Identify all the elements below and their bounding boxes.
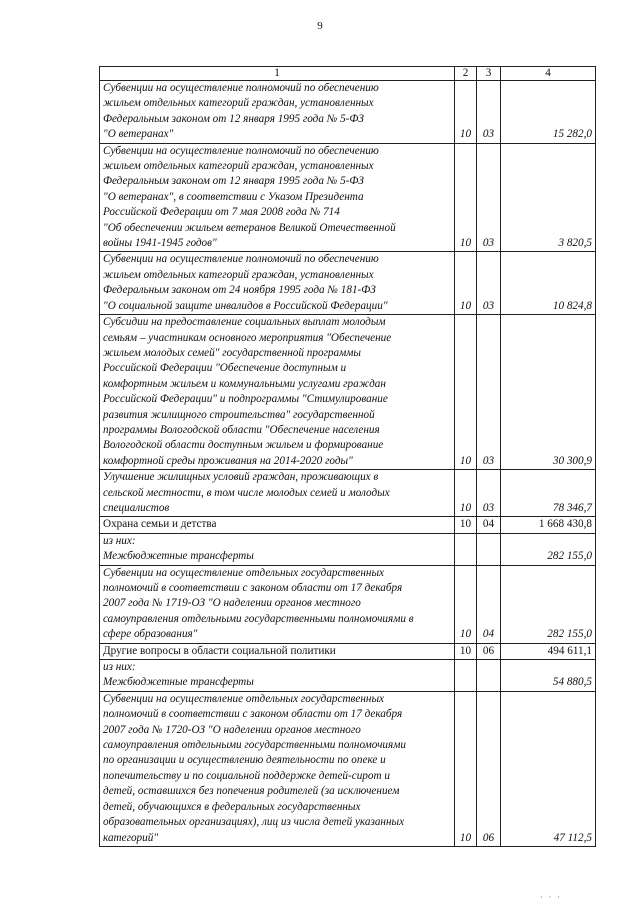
row-amount: 3 820,5	[501, 143, 596, 252]
row-amount: 282 155,0	[501, 533, 596, 565]
scan-artifact: · · ·	[540, 893, 562, 902]
row-subsection-code: 04	[477, 517, 501, 533]
row-subsection-code: 03	[477, 470, 501, 517]
table-header-row	[100, 67, 596, 81]
row-description: Субвенции на осуществление отдельных государственных полномочий в соответствии с законом области от 17 декабря 2007 года № 1719-ОЗ "О наделении органов местного самоуправления отдельными государственными полномочиями в сфере образования"	[100, 565, 455, 643]
table-row	[100, 643, 596, 659]
row-description: Субсидии на предоставление социальных выплат молодым семьям – участникам основного мероприятия "Обеспечение жильем молодых семей" государственной программы Российской Федерации "Обеспечение доступным и комфортным жильем и коммунальными услугами граждан Российской Федерации" и подпрограммы "Стимулирование развития жилищного строительства" государственной программы Вологодской области "Обеспечение населения Вологодской области доступным жильем и формирование комфортной среды проживания на 2014-2020 годы"	[100, 315, 455, 470]
header-col-4: 4	[501, 67, 596, 81]
row-section-code: 10	[455, 315, 477, 470]
row-amount: 54 880,5	[501, 660, 596, 692]
row-amount: 78 346,7	[501, 470, 596, 517]
row-subsection-code: 06	[477, 643, 501, 659]
row-section-code: 10	[455, 81, 477, 144]
row-subsection-code: 03	[477, 252, 501, 315]
header-col-2: 2	[455, 67, 477, 81]
table-row	[100, 660, 596, 692]
row-subsection-code: 03	[477, 143, 501, 252]
row-section-code: 10	[455, 517, 477, 533]
row-amount: 10 824,8	[501, 252, 596, 315]
table-row	[100, 691, 596, 846]
row-subsection-code: 06	[477, 691, 501, 846]
row-section-code: 10	[455, 565, 477, 643]
row-description: Субвенции на осуществление отдельных государственных полномочий в соответствии с законом области от 17 декабря 2007 года № 1720-ОЗ "О наделении органов местного самоуправления отдельными государственными полномочиями по организации и осуществлению деятельности по опеке и попечительству и по социальной поддержке детей-сирот и детей, оставшихся без попечения родителей (за исключением детей, обучающихся в федеральных государственных образовательных организациях), лиц из числа детей указанных категорий"	[100, 691, 455, 846]
row-section-code	[455, 533, 477, 565]
table-row	[100, 315, 596, 470]
row-section-code: 10	[455, 643, 477, 659]
row-section-code	[455, 660, 477, 692]
budget-table	[99, 66, 596, 847]
row-amount: 1 668 430,8	[501, 517, 596, 533]
row-section-code: 10	[455, 691, 477, 846]
row-amount: 15 282,0	[501, 81, 596, 144]
row-subsection-code: 03	[477, 315, 501, 470]
header-col-1: 1	[100, 67, 455, 81]
row-description: Охрана семьи и детства	[100, 517, 455, 533]
row-subsection-code: 04	[477, 565, 501, 643]
table-row	[100, 470, 596, 517]
row-section-code: 10	[455, 143, 477, 252]
table-row	[100, 252, 596, 315]
row-amount: 282 155,0	[501, 565, 596, 643]
row-amount: 30 300,9	[501, 315, 596, 470]
row-description: Улучшение жилищных условий граждан, проживающих в сельской местности, в том числе молодых семей и молодых специалистов	[100, 470, 455, 517]
row-amount: 47 112,5	[501, 691, 596, 846]
row-description: из них: Межбюджетные трансферты	[100, 660, 455, 692]
row-description: Субвенции на осуществление полномочий по обеспечению жильем отдельных категорий граждан, установленных Федеральным законом от 12 января 1995 года № 5-ФЗ "О ветеранах"	[100, 81, 455, 144]
table-row	[100, 565, 596, 643]
table-row	[100, 143, 596, 252]
header-col-3: 3	[477, 67, 501, 81]
row-subsection-code: 03	[477, 81, 501, 144]
row-description: Другие вопросы в области социальной политики	[100, 643, 455, 659]
row-description: Субвенции на осуществление полномочий по обеспечению жильем отдельных категорий граждан, установленных Федеральным законом от 12 января 1995 года № 5-ФЗ "О ветеранах", в соответствии с Указом Президента Российской Федерации от 7 мая 2008 года № 714 "Об обеспечении жильем ветеранов Великой Отечественной войны 1941-1945 годов"	[100, 143, 455, 252]
table-row	[100, 81, 596, 144]
row-description: из них: Межбюджетные трансферты	[100, 533, 455, 565]
row-section-code: 10	[455, 252, 477, 315]
table-row	[100, 533, 596, 565]
row-section-code: 10	[455, 470, 477, 517]
row-subsection-code	[477, 533, 501, 565]
page-number: 9	[317, 20, 323, 32]
row-subsection-code	[477, 660, 501, 692]
table-row	[100, 517, 596, 533]
row-description: Субвенции на осуществление полномочий по обеспечению жильем отдельных категорий граждан, установленных Федеральным законом от 24 ноября 1995 года № 181-ФЗ "О социальной защите инвалидов в Российской Федерации"	[100, 252, 455, 315]
row-amount: 494 611,1	[501, 643, 596, 659]
